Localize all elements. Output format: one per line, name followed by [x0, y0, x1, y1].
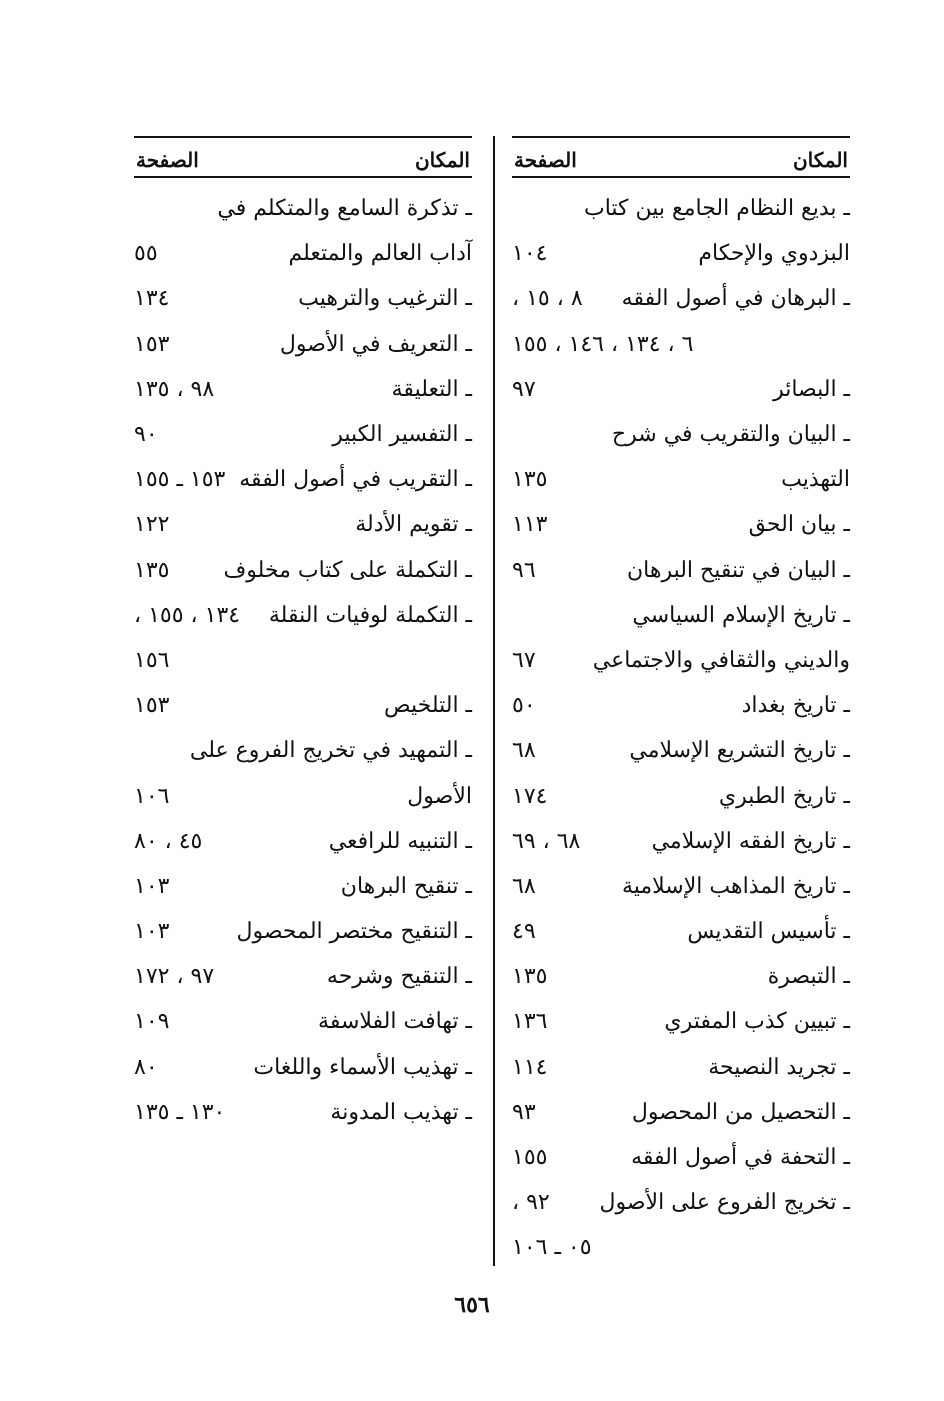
entry-title: ـ البيان في تنقيح البرهان [626, 557, 850, 583]
entry-title: ـ تهذيب الأسماء واللغات [253, 1054, 472, 1080]
entry-title: ـ بيان الحق [748, 512, 850, 538]
index-entry [134, 954, 472, 999]
index-entry [134, 1090, 472, 1135]
entry-pages: ٦٨ [512, 738, 536, 764]
index-entry [512, 1045, 850, 1090]
column-header [134, 136, 472, 178]
entry-title: ـ البرهان في أصول الفقه [621, 286, 850, 312]
entry-title: والديني والثقافي والاجتماعي [592, 647, 850, 673]
entry-pages: ١٥٣ [134, 693, 170, 719]
entry-title: ـ تهافت الفلاسفة [318, 1009, 472, 1035]
entry-pages: ٦ ، ١٣٤ ، ١٤٦ ، ١٥٥ [512, 331, 694, 357]
index-entry [512, 186, 850, 231]
header-place: المكان [414, 148, 470, 172]
entry-pages: ٩٠ [134, 422, 158, 448]
entry-title: ـ البيان والتقريب في شرح [611, 422, 850, 448]
entry-pages: ١٠٣ [134, 873, 170, 899]
entry-pages: ١٣٥ [512, 467, 548, 493]
index-entry [512, 683, 850, 728]
index-entry [512, 954, 850, 999]
entry-title: ـ التعريف في الأصول [279, 331, 472, 357]
header-page: الصفحة [514, 148, 577, 172]
entry-title: التهذيب [781, 467, 850, 493]
page-number: ٦٥٦ [454, 1292, 490, 1318]
entry-pages: ٤٩ [512, 919, 536, 945]
entry-pages: ١٥٥ [512, 1145, 548, 1171]
index-entry [134, 728, 472, 773]
index-entry [134, 593, 472, 638]
entry-title: الأصول [407, 783, 472, 809]
entry-pages: ٨ ، ١٥ ، [512, 286, 583, 312]
index-entry [512, 412, 850, 457]
entry-pages: ١٣٤ ، ١٥٥ ، [134, 602, 241, 628]
index-entry [512, 276, 850, 321]
entry-title: البزدوي والإحكام [698, 241, 850, 267]
entry-title: ـ تاريخ الإسلام السياسي [632, 602, 850, 628]
entry-title: ـ تاريخ بغداد [741, 693, 850, 719]
entry-title: آداب العالم والمتعلم [288, 241, 472, 267]
entry-pages: ١٠٦ [134, 783, 170, 809]
index-column-right [512, 136, 850, 1271]
entry-title: ـ التنقيح وشرحه [326, 964, 472, 990]
entry-pages: ٥٥ [134, 241, 158, 267]
entry-title: ـ التقريب في أصول الفقه [239, 467, 472, 493]
index-entry [512, 728, 850, 773]
index-entry [134, 276, 472, 321]
entry-pages: ١١٣ [512, 512, 548, 538]
entry-pages: ٠٥ ـ ١٠٦ [512, 1235, 592, 1261]
index-entry [512, 367, 850, 412]
index-entry [512, 593, 850, 638]
index-entry [134, 773, 472, 818]
entry-title: ـ تهذيب المدونة [330, 1099, 472, 1125]
index-entry [134, 231, 472, 276]
entry-pages: ٩٢ ، [512, 1190, 550, 1216]
entry-pages: ٩٦ [512, 557, 536, 583]
entry-title: ـ تقويم الأدلة [355, 512, 472, 538]
entry-title: ـ التعليقة [391, 376, 472, 402]
entry-pages: ١٣٦ [512, 1009, 548, 1035]
entry-title: ـ تأسيس التقديس [687, 919, 850, 945]
index-entry [134, 638, 472, 683]
entry-pages: ٦٨ [512, 873, 536, 899]
entry-pages: ٩٣ [512, 1099, 536, 1125]
entry-title: ـ تاريخ الفقه الإسلامي [651, 828, 850, 854]
entry-title: ـ التنبيه للرافعي [328, 828, 472, 854]
index-entry [512, 231, 850, 276]
index-entry [134, 1045, 472, 1090]
entry-title: ـ التنقيح مختصر المحصول [236, 919, 472, 945]
entry-title: ـ التكملة على كتاب مخلوف [223, 557, 472, 583]
index-entry [134, 909, 472, 954]
entry-pages: ٦٨ ، ٦٩ [512, 828, 581, 854]
entry-title: ـ التبصرة [767, 964, 850, 990]
index-entry [512, 999, 850, 1044]
entry-title: ـ تخريج الفروع على الأصول [599, 1190, 850, 1216]
entry-pages: ٩٨ ، ١٣٥ [134, 376, 215, 402]
entry-pages: ٩٧ [512, 376, 536, 402]
index-entry [512, 773, 850, 818]
entry-pages: ١٥٣ [134, 331, 170, 357]
entry-title: ـ التلخيص [384, 693, 472, 719]
index-entry [512, 548, 850, 593]
index-entry [134, 864, 472, 909]
entry-pages: ١٠٩ [134, 1009, 170, 1035]
index-entry [512, 502, 850, 547]
index-entry [134, 412, 472, 457]
entry-title: ـ تاريخ المذاهب الإسلامية [621, 873, 850, 899]
entry-title: ـ تاريخ التشريع الإسلامي [629, 738, 850, 764]
index-entry [134, 457, 472, 502]
index-entries [512, 186, 850, 1271]
index-entry [134, 683, 472, 728]
entry-pages: ١٣٥ [512, 964, 548, 990]
index-entry [134, 322, 472, 367]
entry-pages: ١١٤ [512, 1054, 548, 1080]
entry-title: ـ التمهيد في تخريج الفروع على [189, 738, 472, 764]
index-entry [512, 864, 850, 909]
entry-pages: ٤٥ ، ٨٠ [134, 828, 203, 854]
index-entry [512, 1135, 850, 1180]
index-entry [134, 819, 472, 864]
entry-pages: ٩٧ ، ١٧٢ [134, 964, 215, 990]
entry-title: ـ تاريخ الطبري [718, 783, 850, 809]
index-entry [512, 909, 850, 954]
entry-pages: ١٠٤ [512, 241, 548, 267]
entry-title: ـ تذكرة السامع والمتكلم في [217, 196, 472, 222]
index-entry [134, 999, 472, 1044]
entry-pages: ٥٠ [512, 693, 536, 719]
entry-title: ـ الترغيب والترهيب [298, 286, 472, 312]
index-entry [134, 548, 472, 593]
index-entry [512, 1090, 850, 1135]
entry-title: ـ التكملة لوفيات النقلة [268, 602, 472, 628]
index-entry [512, 457, 850, 502]
entry-pages: ١٥٦ [134, 647, 170, 673]
index-entry [512, 638, 850, 683]
entry-title: ـ البصائر [773, 376, 850, 402]
entry-pages: ١٥٣ ـ ١٥٥ [134, 467, 226, 493]
entry-title: ـ تبيين كذب المفتري [664, 1009, 850, 1035]
index-entry [134, 502, 472, 547]
entry-title: ـ التفسير الكبير [332, 422, 472, 448]
index-column-left [134, 136, 472, 1135]
index-entry [512, 819, 850, 864]
entry-title: ـ بديع النظام الجامع بين كتاب [584, 196, 850, 222]
column-header [512, 136, 850, 178]
entry-pages: ١٠٣ [134, 919, 170, 945]
entry-pages: ٦٧ [512, 647, 536, 673]
header-page: الصفحة [136, 148, 199, 172]
index-entry [512, 322, 850, 367]
entry-pages: ١٧٤ [512, 783, 548, 809]
index-entry [512, 1225, 850, 1270]
index-entries [134, 186, 472, 1135]
index-entry [134, 186, 472, 231]
column-divider [493, 136, 495, 1266]
entry-title: ـ التحفة في أصول الفقه [631, 1145, 850, 1171]
entry-title: ـ تجريد النصيحة [708, 1054, 850, 1080]
entry-pages: ١٣٠ ـ ١٣٥ [134, 1099, 226, 1125]
index-entry [134, 367, 472, 412]
entry-pages: ٨٠ [134, 1054, 158, 1080]
index-entry [512, 1180, 850, 1225]
entry-pages: ١٢٢ [134, 512, 170, 538]
entry-title: ـ التحصيل من المحصول [631, 1099, 850, 1125]
entry-title: ـ تنقيح البرهان [340, 873, 472, 899]
entry-pages: ١٣٥ [134, 557, 170, 583]
header-place: المكان [792, 148, 848, 172]
entry-pages: ١٣٤ [134, 286, 170, 312]
